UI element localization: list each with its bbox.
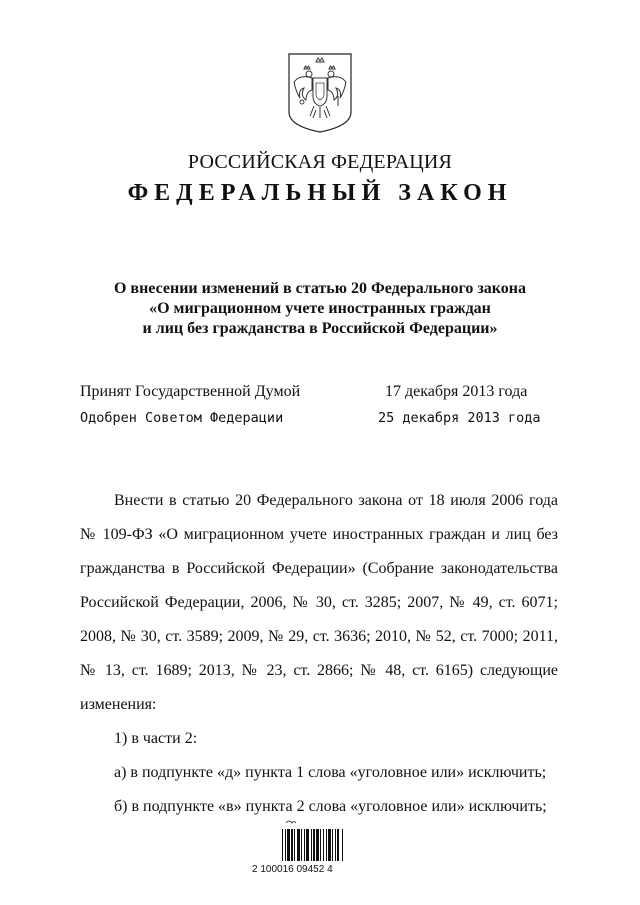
barcode-bar	[332, 829, 333, 861]
barcode-bar	[326, 829, 327, 861]
law-title-line: О внесении изменений в статью 20 Федерального закона	[113, 280, 527, 297]
barcode-bar	[306, 829, 309, 861]
law-title-line: и лиц без гражданства в Российской Федерации»	[142, 320, 498, 337]
council-approval-date: 25 декабря 2013 года	[378, 410, 541, 426]
law-title-line: «О миграционном учете иностранных граждан	[149, 300, 491, 317]
item-1a: а) в подпункте «д» пункта 1 слова «уголовное или» исключить;	[114, 764, 547, 781]
barcode-bar	[313, 829, 315, 861]
duma-adoption-date: 17 декабря 2013 года	[385, 383, 528, 400]
barcode-bar	[323, 829, 324, 861]
barcode-bar	[328, 829, 331, 861]
country-name: РОССИЙСКАЯ ФЕДЕРАЦИЯ	[187, 151, 453, 173]
barcode-bar	[285, 829, 286, 861]
intro-paragraph: Внести в статью 20 Федерального закона от 18 июля 2006 года № 109-ФЗ «О миграционном учете иностранных граждан и лиц без гражданства в Российской Федерации» (Собрание законодательства Российской Федерации, 2006, № 30, ст. 3285; 2007, № 49, ст. 6071; 2008, № 30, ст. 3589; 2009, № 29, ст. 3636; 2010, № 52, ст. 7000; 2011, № 13, ст. 1689; 2013, № 23, ст. 2866; № 48, ст. 6165) следующие изменения:	[80, 492, 558, 713]
barcode-bar	[294, 829, 295, 861]
barcode-bar	[335, 829, 336, 861]
document-type: ФЕДЕРАЛЬНЫЙ ЗАКОН	[127, 180, 513, 206]
council-approval-label: Одобрен Советом Федерации	[80, 410, 284, 426]
law-title	[0, 279, 640, 339]
barcode-bar	[301, 829, 302, 861]
barcode-bars	[280, 817, 360, 863]
barcode-mark-icon	[286, 821, 296, 823]
barcode-bar	[337, 829, 339, 861]
duma-adoption-label: Принят Государственной Думой	[80, 383, 301, 400]
barcode-bar	[311, 829, 312, 861]
barcode-number: 2 100016 09452 4	[252, 864, 333, 875]
state-emblem	[286, 52, 354, 134]
item-1: 1) в части 2:	[114, 730, 198, 747]
law-body	[80, 484, 558, 824]
barcode-bar	[320, 829, 321, 861]
barcode-bar	[304, 829, 305, 861]
barcode-bar	[316, 829, 319, 861]
barcode-bar	[291, 829, 293, 861]
item-1b: б) в подпункте «в» пункта 2 слова «уголовное или» исключить;	[114, 798, 547, 815]
barcode-bar	[342, 829, 343, 861]
barcode-bar	[297, 829, 300, 861]
barcode-bar	[287, 829, 290, 861]
double-headed-eagle-icon	[286, 52, 354, 134]
barcode-bar	[282, 829, 283, 861]
